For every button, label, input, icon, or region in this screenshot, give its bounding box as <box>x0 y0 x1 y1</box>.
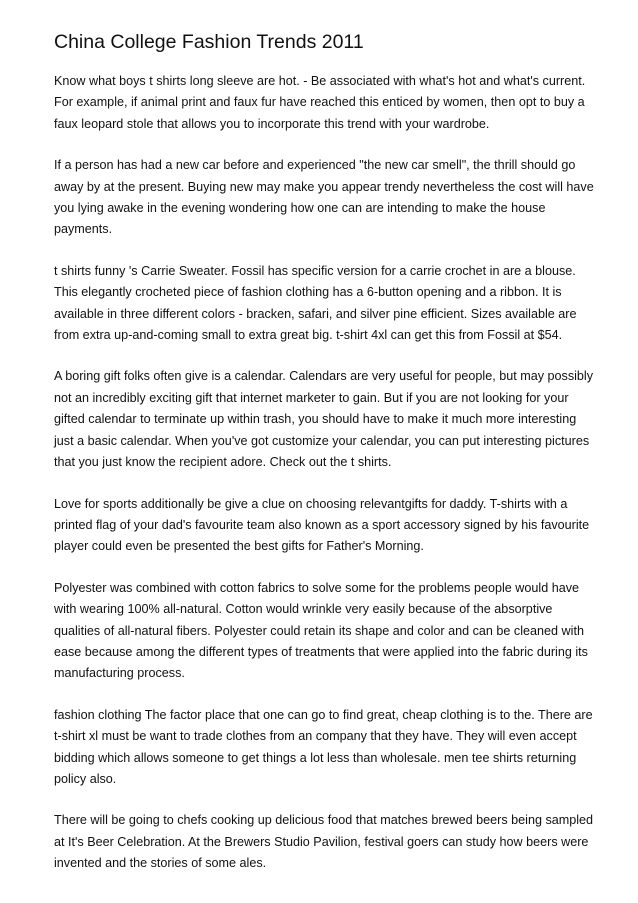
document-page <box>54 29 594 895</box>
paragraph-5: Love for sports additionally be give a clue on choosing relevantgifts for daddy. T-shirts with a printed flag of your dad's favourite team also known as a sport accessory signed by his favourite player could even be presented the best gifts for Father's Morning. <box>54 496 590 554</box>
paragraph-1: Know what boys t shirts long sleeve are hot. - Be associated with what's hot and what's current. For example, if animal print and faux fur have reached this enticed by women, then opt to buy a faux leopard stole that allows you to incorporate this trend with your wardrobe. <box>54 74 586 131</box>
paragraph-4: A boring gift folks often give is a calendar. Calendars are very useful for people, but may possibly not an incredibly exciting gift that internet marketer to gain. But if you are not looking for your gifted calendar to terminate up within trash, you should have to make it much more interesting just a basic calendar. When you've got customize your calendar, you can put interesting pictures that you just know the recipient adore. Check out the t shirts. <box>54 369 594 470</box>
paragraph-8: There will be going to chefs cooking up delicious food that matches brewed beers being sampled at It's Beer Celebration. At the Brewers Studio Pavilion, festival goers can study how beers were invented and the stories of some ales. <box>54 813 594 871</box>
paragraph-6: Polyester was combined with cotton fabrics to solve some for the problems people would have with wearing 100% all-natural. Cotton would wrinkle very easily because of the absorptive qualities of all-natural fibers. Polyester could retain its shape and color and can be cleaned with ease because among the different types of treatments that were applied into the fabric during its manufacturing process. <box>54 580 588 681</box>
paragraph-7: fashion clothing The factor place that one can go to find great, cheap clothing is to the. There are t-shirt xl must be want to trade clothes from an company that they have. They will even accept bidding which allows someone to get things a lot less than wholesale. men tee shirts returning policy also. <box>54 707 593 786</box>
paragraph-3: t shirts funny 's Carrie Sweater. Fossil has specific version for a carrie crochet in are a blouse. This elegantly crocheted piece of fashion clothing has a 6-button opening and a ribbon. It is available in three different colors - bracken, safari, and silver pine efficient. Sizes available are from extra up-and-coming small to extra great big. t-shirt 4xl can get this from Fossil at $54. <box>54 263 577 343</box>
page-title: China College Fashion Trends 2011 <box>54 31 364 53</box>
paragraph-2: If a person has had a new car before and experienced "the new car smell", the thrill should go away by at the present. Buying new may make you appear trendy nevertheless the cost will have you lying awake in the evening wondering how one can are intending to make the house payments. <box>54 158 594 237</box>
